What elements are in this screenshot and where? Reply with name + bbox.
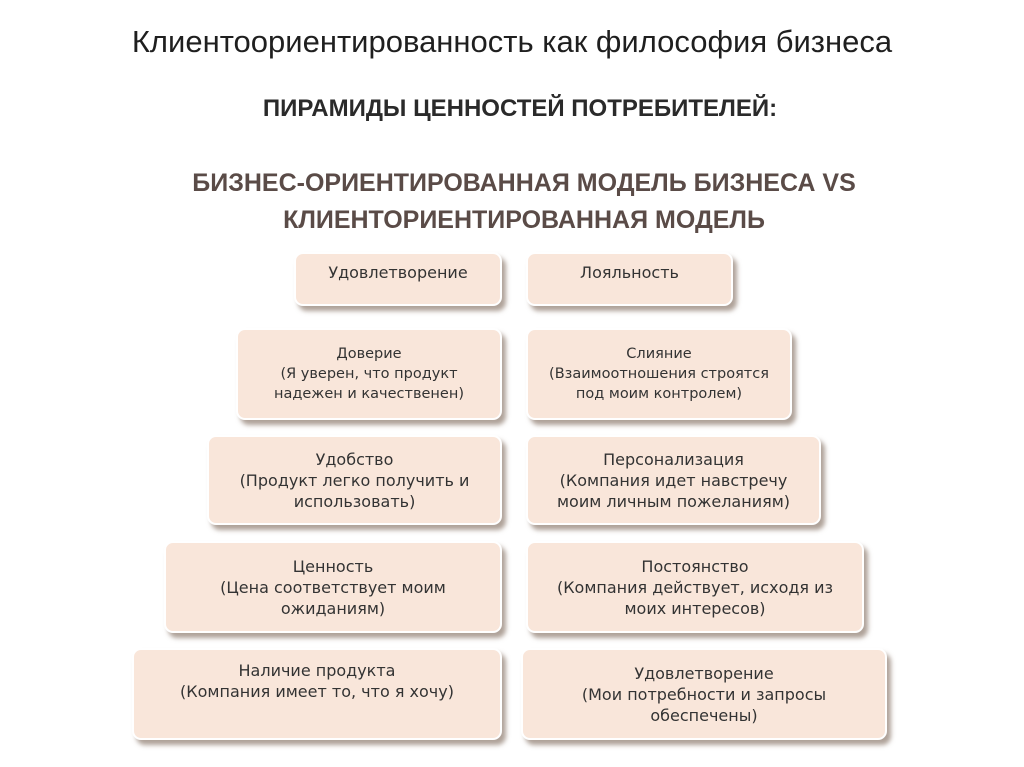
comparison-heading (0, 165, 1024, 239)
level-label: Удобство (315, 449, 394, 469)
level-description: (Цена соответствует моим (220, 577, 446, 597)
level-label: Ценность (292, 556, 374, 576)
level-description: моих интересов) (624, 598, 766, 618)
left-pyramid-level-3 (207, 435, 502, 525)
level-description: (Продукт легко получить и (239, 470, 470, 490)
right-pyramid-level-3 (526, 435, 821, 525)
level-label: Удовлетворение (634, 663, 774, 683)
level-description: надежен и качественен) (274, 386, 464, 402)
left-pyramid-level-5 (132, 648, 502, 740)
level-label: Постоянство (641, 556, 749, 576)
level-description: (Мои потребности и запросы (581, 684, 827, 704)
level-label: Удовлетворение (328, 263, 468, 282)
left-pyramid-level-4 (164, 541, 502, 633)
level-description: (Компания идет навстречу (559, 470, 788, 490)
level-label: Наличие продукта (238, 661, 396, 680)
right-pyramid-level-2 (526, 328, 792, 420)
left-pyramid-level-1 (294, 252, 502, 306)
level-label: Персонализация (603, 449, 744, 469)
level-description: моим личным пожеланиям) (556, 491, 791, 511)
level-description: использовать) (293, 491, 416, 511)
level-description: под моим контролем) (575, 386, 743, 402)
level-description: (Взаимоотношения строятся (549, 366, 769, 382)
level-description: (Компания имеет то, что я хочу) (180, 682, 454, 701)
level-description: (Компания действует, исходя из (556, 577, 834, 597)
right-pyramid-level-5 (521, 648, 887, 740)
level-description: (Я уверен, что продукт (280, 366, 458, 382)
slide-title: Клиентоориентированность как философия бизнеса (131, 24, 893, 59)
slide-subtitle: ПИРАМИДЫ ЦЕННОСТЕЙ ПОТРЕБИТЕЛЕЙ: (262, 95, 778, 122)
right-pyramid-level-1 (526, 252, 733, 306)
level-label: Слияние (626, 346, 692, 362)
level-description: обеспечены) (650, 705, 758, 725)
comparison-heading-line-2: КЛИЕНТОРИЕНТИРОВАННАЯ МОДЕЛЬ (283, 206, 765, 234)
right-pyramid-level-4 (526, 541, 864, 633)
level-label: Лояльность (580, 263, 679, 282)
level-label: Доверие (336, 346, 402, 362)
level-description: ожиданиям) (280, 598, 386, 618)
left-pyramid-level-2 (236, 328, 502, 420)
comparison-heading-line-1: БИЗНЕС-ОРИЕНТИРОВАННАЯ МОДЕЛЬ БИЗНЕСА VS (192, 169, 856, 197)
